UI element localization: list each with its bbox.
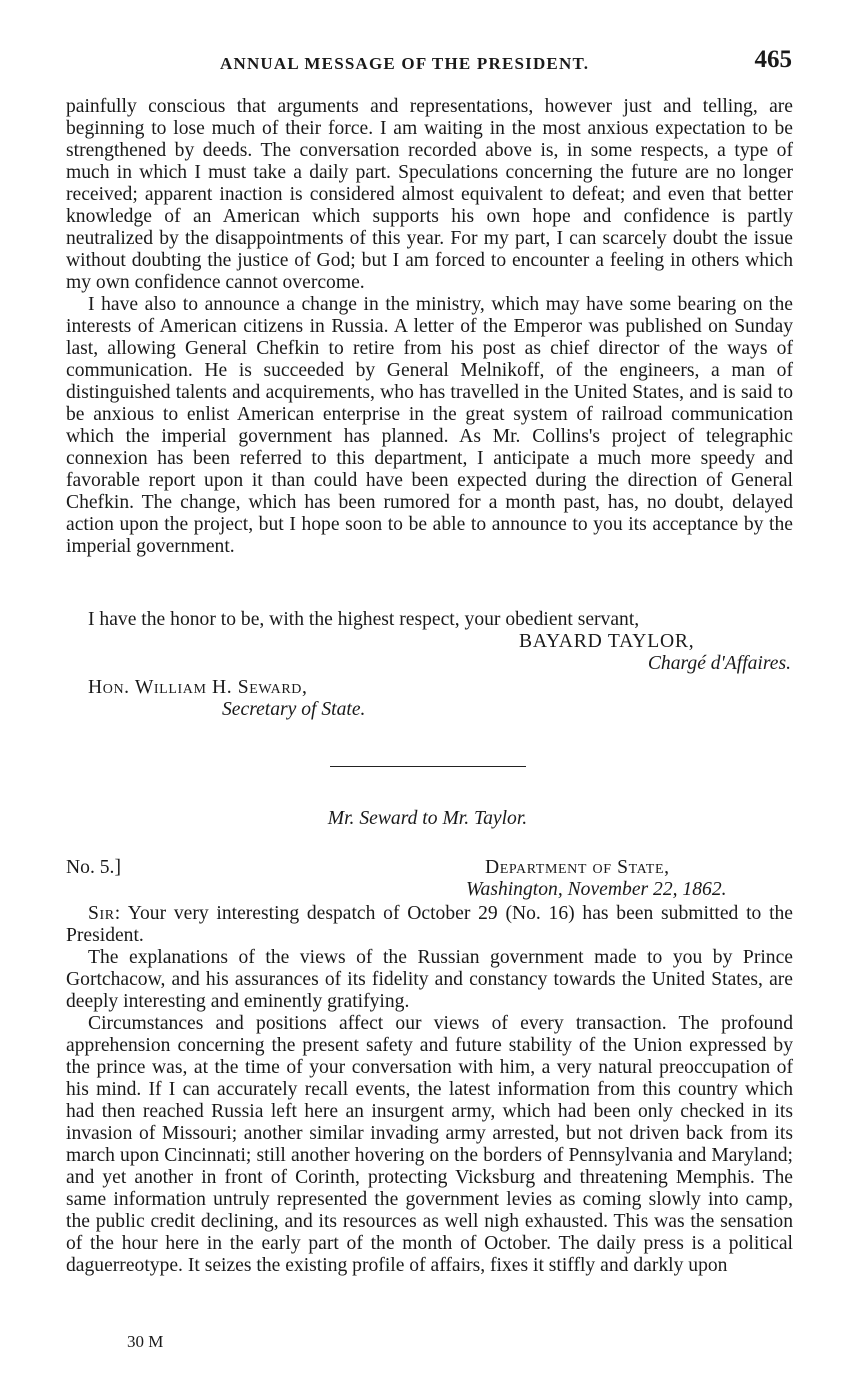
addressee-name: Hon. William H. Seward, bbox=[88, 677, 308, 698]
letter2-title: Mr. Seward to Mr. Taylor. bbox=[327, 808, 528, 829]
running-title: ANNUAL MESSAGE OF THE PRESIDENT. bbox=[220, 54, 590, 73]
letter1-addressee-title: Secretary of State. bbox=[222, 699, 366, 720]
letter2-number: No. 5.] bbox=[66, 857, 121, 878]
letter1-closing: I have the honor to be, with the highest respect, your obedient servant, bbox=[88, 609, 640, 630]
letter2-paragraph-3: Circumstances and positions affect our views of every transaction. The profound apprehension concerning the present safety and future stability of the Union expressed by the prince was, at the time of your conversation with him, a very natural preoccupation of his mind. If I can accurately recall events, the latest information from this country which had then reached Russia left here an insurgent army, which had been only checked in its invasion of Missouri; another similar invading army arrested, but not driven back from its march upon Cincinnati; still another hovering on the borders of Pennsylvania and Maryland; and yet another in front of Corinth, protecting Vicksburg and threatening Memphis. The same information untruly represented the government levies as coming slowly into camp, the public credit declining, and its resources as well nigh exhausted. This was the sensation of the hour here in the early part of the month of October. The daily press is a political daguerreotype. It seizes the existing profile of affairs, fixes it stiffly and darkly upon bbox=[66, 1013, 793, 1276]
letter1-paragraph-ministry: I have also to announce a change in the ministry, which may have some bearing on the interests of American citizens in Russia. A letter of the Emperor was published on Sunday last, allowing General Chefkin to retire from his post as chief director of the ways of communication. He is succeeded by General Melnikoff, of the engineers, a man of distinguished talents and acquirements, who has travelled in the United States, and is said to be anxious to enlist American enterprise in the great system of railroad communication which the imperial government has planned. As Mr. Collins's project of telegraphic connexion has been referred to this department, I anticipate a much more speedy and favorable report upon it than could have been expected during the direction of General Chefkin. The change, which has been rumored for a month past, has, no doubt, delayed action upon the project, but I hope soon to be able to announce to you its acceptance by the imperial government. bbox=[66, 294, 793, 557]
page-number: 465 bbox=[754, 46, 792, 73]
letter2-department bbox=[485, 857, 670, 879]
letter2-paragraph-1-text: Your very interesting despatch of October 29 (No. 16) has been submitted to the President. bbox=[66, 903, 794, 946]
letter2-paragraph-2: The explanations of the views of the Russian government made to you by Prince Gortchacow, and his assurances of its fidelity and constancy towards the United States, are deeply interesting and eminently gratifying. bbox=[66, 947, 793, 1012]
letter1-signer: BAYARD TAYLOR, bbox=[519, 631, 695, 652]
printer-signature-mark: 30 M bbox=[127, 1332, 164, 1351]
letter2-body bbox=[66, 903, 793, 1277]
letter1-addressee bbox=[88, 677, 308, 699]
running-head bbox=[66, 46, 792, 80]
section-divider bbox=[330, 766, 526, 767]
letter1-signer-title: Chargé d'Affaires. bbox=[647, 653, 791, 674]
letter1-paragraph-continued: painfully conscious that arguments and representations, however just and telling, are beginning to lose much of their force. I am waiting in the most anxious expectation to be strengthened by deeds. The conversation recorded above is, in some respects, a type of much in which I must take a daily part. Speculations concerning the future are no longer received; apparent inaction is considered almost equivalent to defeat; and even that better knowledge of an American which supports his own hope and confidence is partly neutralized by the disappointments of this year. For my part, I can scarcely doubt the issue without doubting the justice of God; but I am forced to encounter a feeling in others which my own confidence cannot overcome. bbox=[66, 96, 793, 293]
department-name: Department of State, bbox=[485, 857, 670, 878]
letter2-dateline: Washington, November 22, 1862. bbox=[466, 879, 727, 900]
salutation: Sir: bbox=[88, 903, 121, 924]
letter1-body bbox=[66, 96, 793, 558]
letter2-paragraph-1 bbox=[66, 903, 793, 947]
